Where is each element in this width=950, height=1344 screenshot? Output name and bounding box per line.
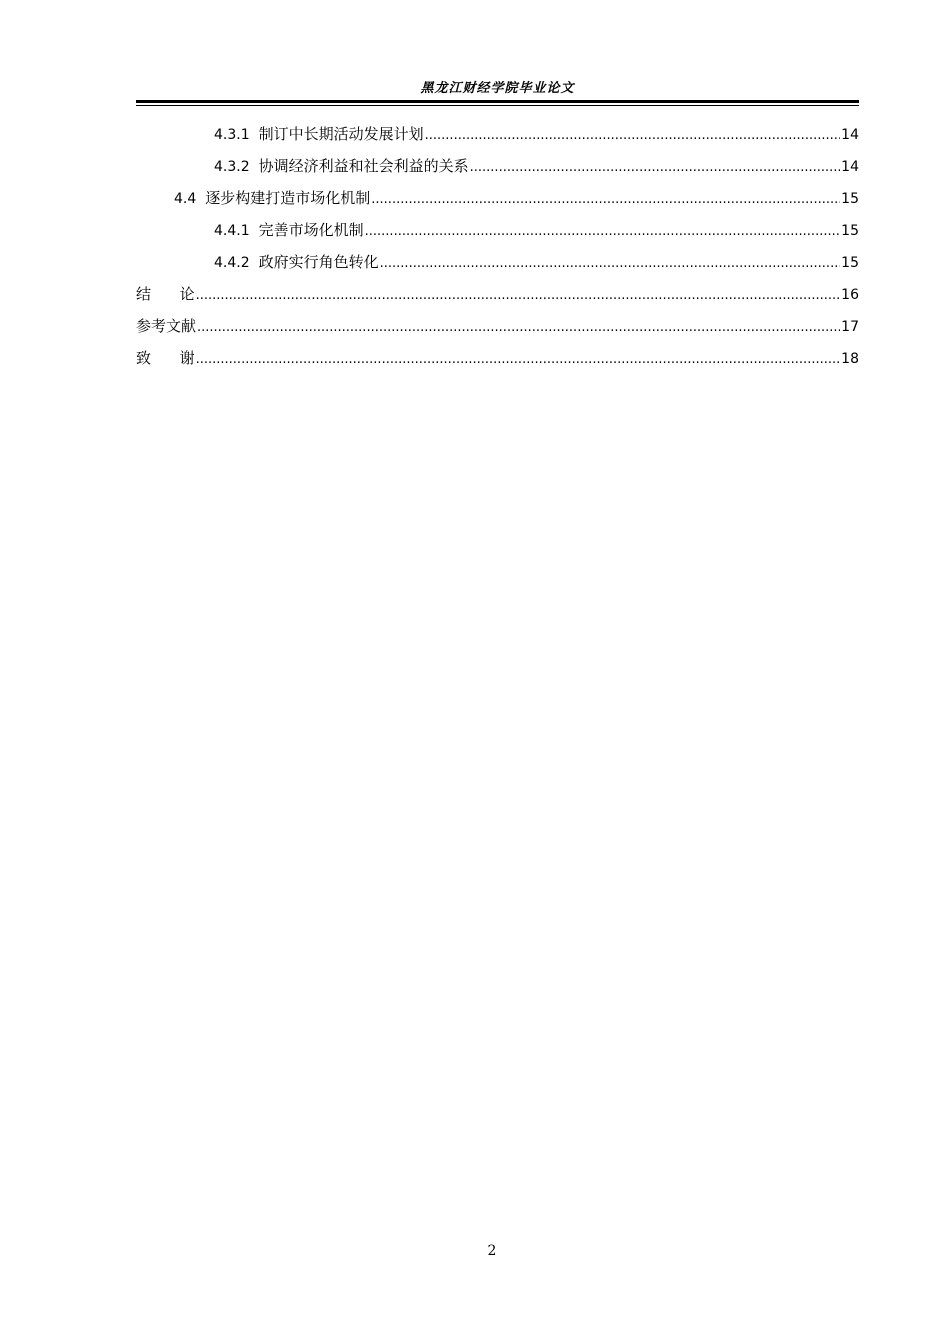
toc-entry-page: 17 [841, 319, 859, 335]
toc-dot-leader [197, 312, 840, 344]
toc-entry-number: 4.4.1 [214, 223, 250, 239]
toc-dot-leader [196, 280, 841, 312]
toc-entry-page: 15 [841, 255, 859, 271]
toc-entry-number: 4.3.1 [214, 127, 250, 143]
toc-dot-leader [470, 152, 841, 184]
toc-entry-page: 15 [841, 223, 859, 239]
toc-entry-title: 参考文献 [136, 317, 197, 335]
header-rule-thick [136, 100, 859, 103]
toc-entry-page: 14 [841, 159, 859, 175]
toc-dot-leader [380, 248, 841, 280]
toc-dot-leader [365, 216, 841, 248]
table-of-contents [136, 118, 859, 374]
toc-entry-title: 完善市场化机制 [258, 221, 364, 239]
toc-entry-conclusion[interactable] [136, 278, 859, 310]
toc-entry-number: 4.4.2 [214, 255, 250, 271]
toc-entry-page: 16 [841, 287, 859, 303]
toc-entry-page: 18 [841, 351, 859, 367]
toc-dot-leader [371, 184, 840, 216]
toc-entry-title: 政府实行角色转化 [258, 253, 379, 271]
page-number: 2 [487, 1243, 497, 1259]
toc-entry-4-4-2[interactable] [136, 246, 859, 278]
toc-entry-title: 结 论 [136, 285, 195, 303]
toc-entry-4-4-1[interactable] [136, 214, 859, 246]
toc-dot-leader [196, 344, 841, 376]
toc-dot-leader [425, 120, 841, 152]
toc-entry-page: 14 [841, 127, 859, 143]
header-rule-thin [136, 105, 859, 106]
toc-entry-title: 制订中长期活动发展计划 [258, 125, 424, 143]
toc-entry-title: 致 谢 [136, 349, 195, 367]
toc-entry-number: 4.3.2 [214, 159, 250, 175]
toc-entry-4-4[interactable] [136, 182, 859, 214]
page-header-title: 黑龙江财经学院毕业论文 [420, 81, 575, 96]
toc-entry-acknowledgements[interactable] [136, 342, 859, 374]
toc-entry-4-3-1[interactable] [136, 118, 859, 150]
toc-entry-4-3-2[interactable] [136, 150, 859, 182]
toc-entry-title: 逐步构建打造市场化机制 [205, 189, 371, 207]
toc-entry-title: 协调经济利益和社会利益的关系 [258, 157, 469, 175]
toc-entry-number: 4.4 [174, 191, 197, 207]
toc-entry-references[interactable] [136, 310, 859, 342]
toc-entry-page: 15 [841, 191, 859, 207]
